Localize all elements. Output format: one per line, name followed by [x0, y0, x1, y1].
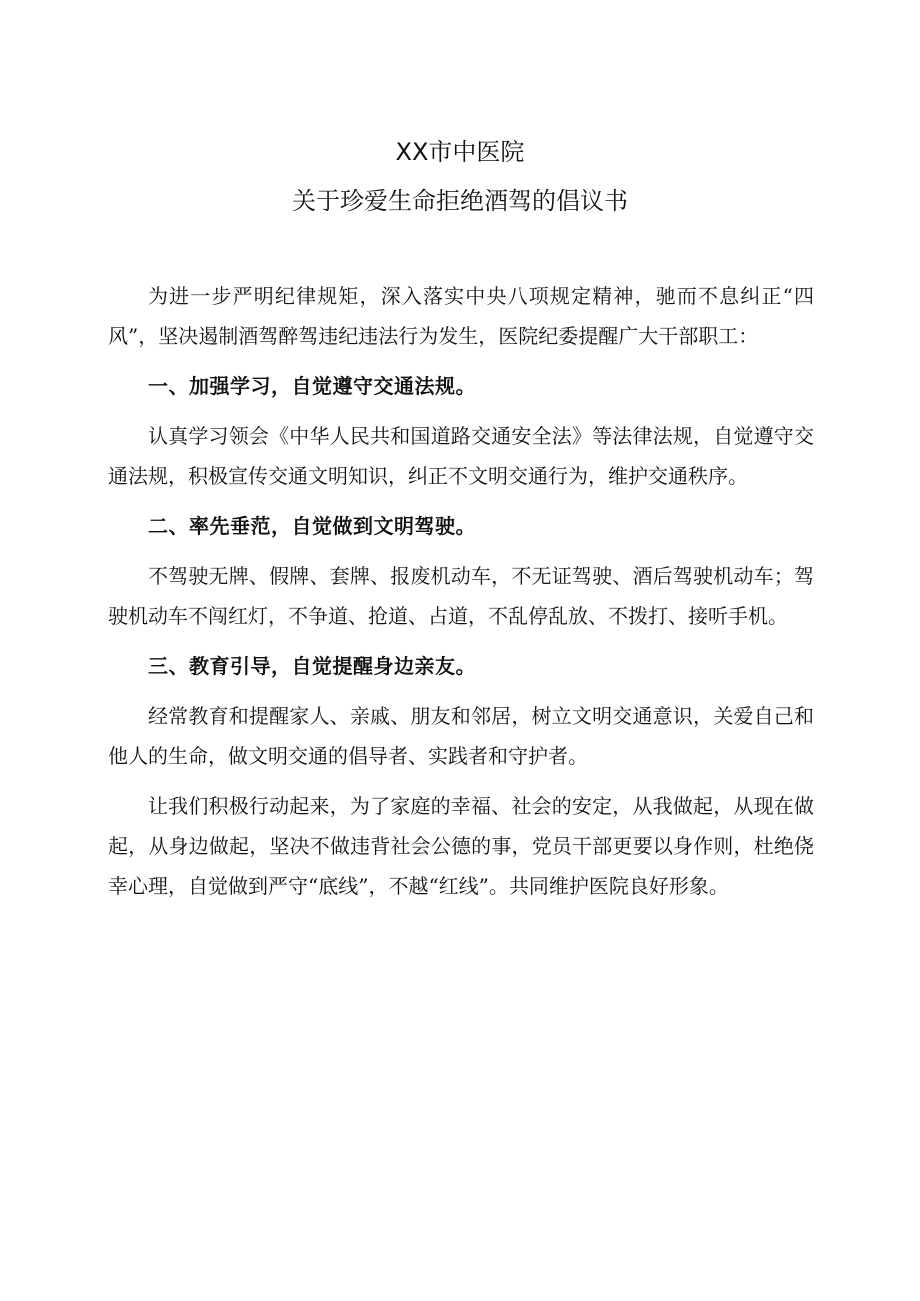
- section-1-heading: 一、加强学习，自觉遵守交通法规。: [148, 374, 476, 398]
- section-3-heading: 三、教育引导，自觉提醒身边亲友。: [148, 654, 476, 678]
- section-3-body: 经常教育和提醒家人、亲戚、朋友和邻居，树立文明交通意识，关爱自己和他人的生命，做文明交通的倡导者、实践者和守护者。: [108, 704, 814, 768]
- closing-paragraph: 让我们积极行动起来，为了家庭的幸福、社会的安定，从我做起，从现在做起，从身边做起，坚决不做违背社会公德的事，党员干部更要以身作则，杜绝侥幸心理，自觉做到严守“底线”，不越“红线”。共同维护医院良好形象。: [108, 794, 814, 898]
- section-2-body: 不驾驶无牌、假牌、套牌、报废机动车，不无证驾驶、酒后驾驶机动车；驾驶机动车不闯红灯，不争道、抢道、占道，不乱停乱放、不拨打、接听手机。: [108, 564, 814, 628]
- document-title-subject: 关于珍爱生命拒绝酒驾的倡议书: [292, 187, 628, 215]
- intro-paragraph: 为进一步严明纪律规矩，深入落实中央八项规定精神，驰而不息纠正“四风”，坚决遏制酒驾醉驾违纪违法行为发生，医院纪委提醒广大干部职工：: [108, 284, 814, 348]
- section-1-body: 认真学习领会《中华人民共和国道路交通安全法》等法律法规，自觉遵守交通法规，积极宣传交通文明知识，纠正不文明交通行为，维护交通秩序。: [108, 424, 814, 488]
- document-body: [108, 276, 814, 916]
- section-2-heading: 二、率先垂范，自觉做到文明驾驶。: [148, 514, 476, 538]
- document-title-organization: XX市中医院: [395, 138, 525, 166]
